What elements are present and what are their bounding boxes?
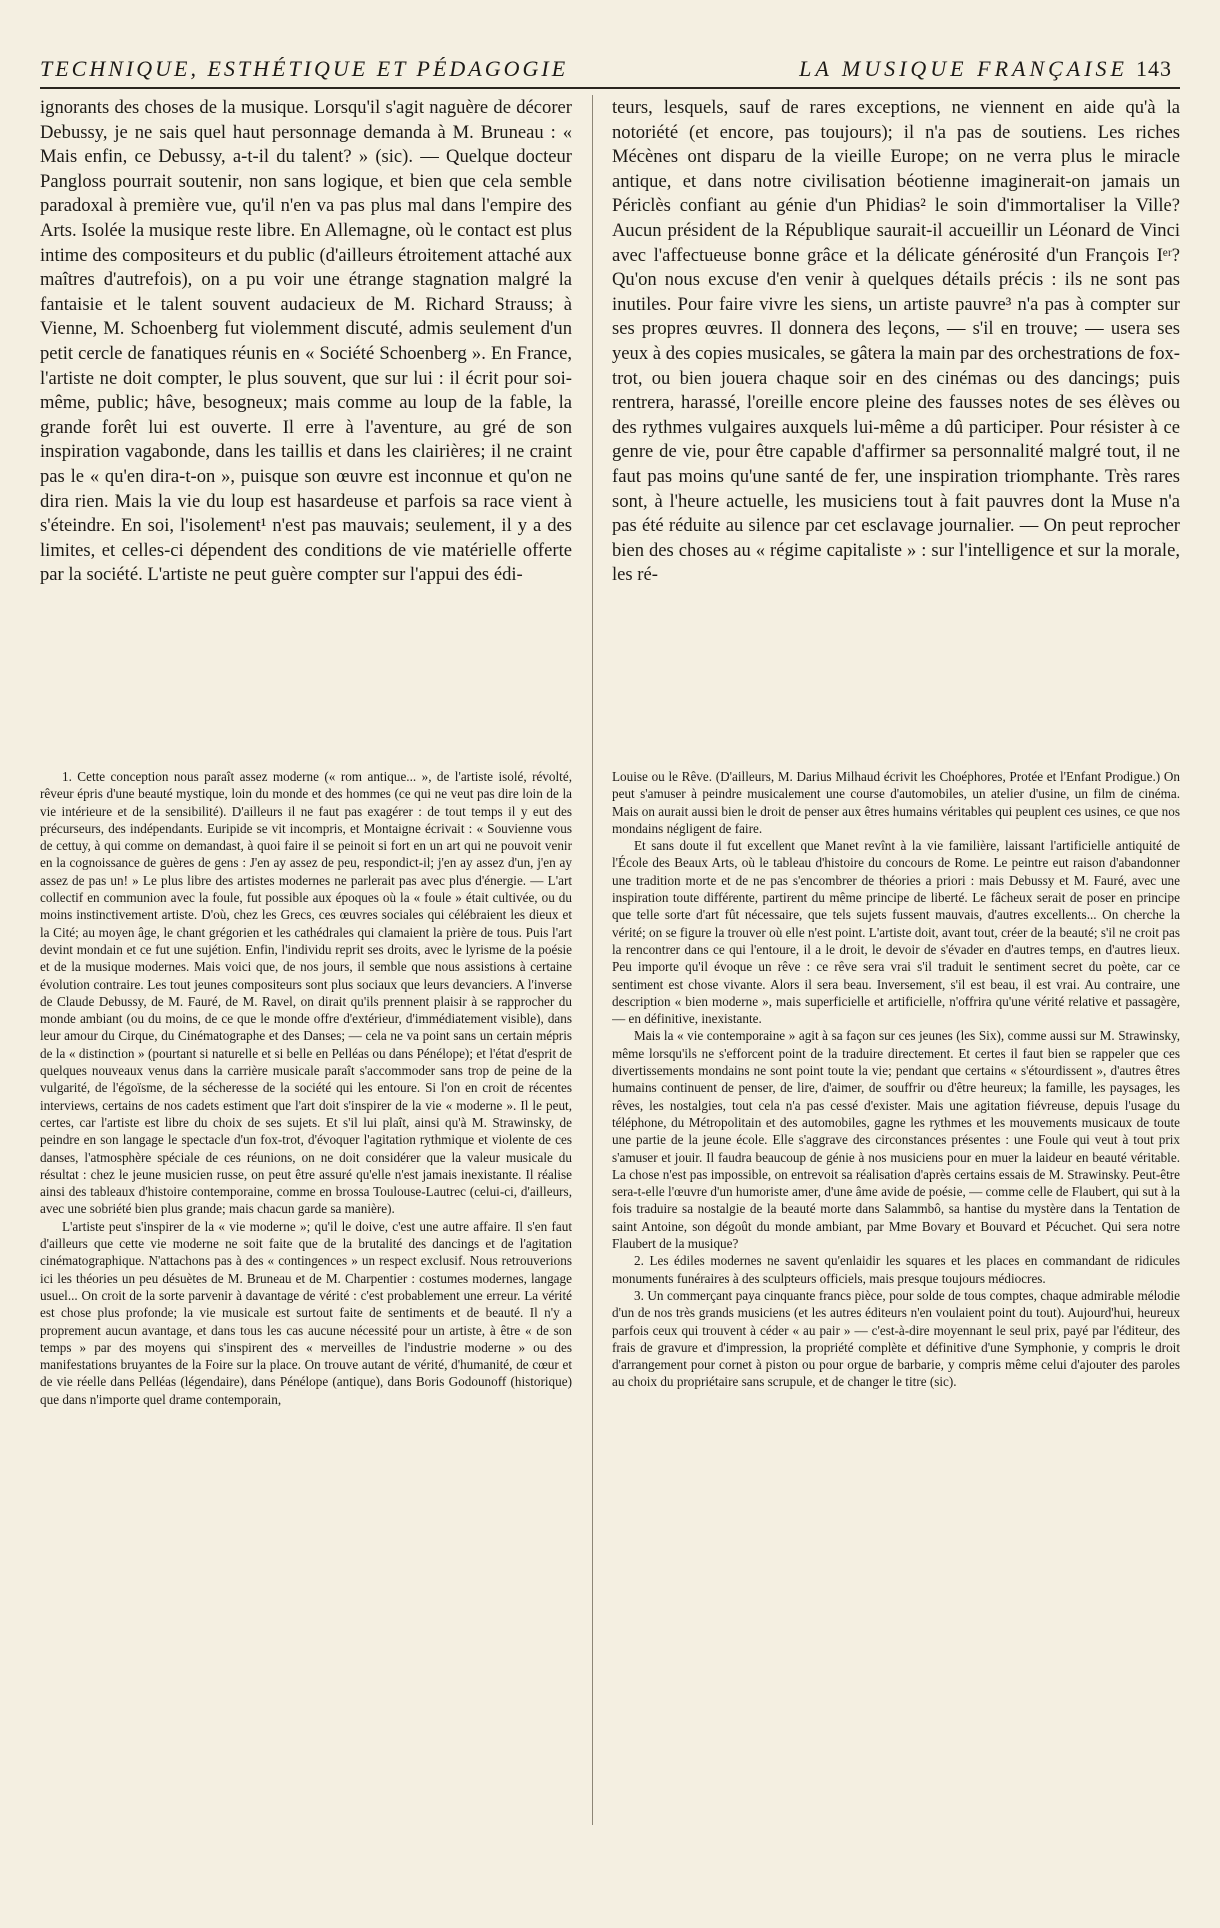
running-head-right: LA MUSIQUE FRANÇAISE [799, 56, 1128, 81]
left-footnotes [40, 768, 572, 1908]
footnote-3: 3. Un commerçant paya cinquante francs pièce, pour solde de tous comptes, chaque admirable mélodie d'un de nos très grands musiciens (et les autres éditeurs n'en voulaient point du tout). Aujourd'hui, heureux parfois ceux qui trouvent à céder « au pair » — c'est-à-dire moyennant le seul prix, payé par l'éditeur, des frais de gravure et d'impression, la propriété complète et définitive d'une Symphonie, y compris le droit d'arrangement pour cornet à piston ou pour orgue de barbarie, y compris même celui d'ajouter des paroles au choix du propriétaire sans scrupule, et de changer le titre (sic). [612, 1287, 1180, 1390]
right-footnotes [612, 768, 1180, 1908]
footnote-1-paragraph-vie-contemporaine: Mais la « vie contemporaine » agit à sa façon sur ces jeunes (les Six), comme aussi sur M. Strawinsky, même lorsqu'ils ne s'efforcent point de la traduire directement. Et certes il faut bien se rappeler que ces divertissements mondains ne sont point toute la vie; pendant que certains « s'étourdissent », d'autres êtres humains continuent de penser, de lire, d'aimer, de souffrir ou d'être heureux; la famille, les paysages, les rêves, les nostalgies, tout cela n'a pas cessé d'exister. Mais une agitation fiévreuse, depuis l'usage du téléphone, du Métropolitain et des automobiles, gagne les rythmes et les mouvements musicaux de toute une partie de la jeune école. Elle s'aggrave des circonstances présentes : une Foule qui veut à tout prix s'amuser et jouir. Il faudra beaucoup de génie à nos musiciens pour en muer la laideur en beauté véritable. La chose n'est pas impossible, on entrevoit sa réalisation d'après certains essais de M. Strawinsky. Peut-être sera-t-elle l'œuvre d'un humoriste amer, d'une âme avide de poésie, — comme celle de Flaubert, qui sut à la fois traduire sa nostalgie de la beauté morte dans Salammbô, sa hantise du mystère dans la Tentation de saint Antoine, son dégoût du monde ambiant, par Mme Bovary et Bouvard et Pécuchet. Qui sera notre Flaubert de la musique? [612, 1028, 1180, 1252]
footnote-1: 1. Cette conception nous paraît assez moderne (« rom antique... », de l'artiste isolé, révolté, rêveur épris d'une beauté mystique, loin du monde et des hommes (ce qui ne veut pas dire loin de la vie intérieure et de la sensibilité). D'ailleurs il ne faut pas exagérer : de tout temps il y eut des précurseurs, des indépendants. Euripide se vit incompris, et Montaigne écrivait : « Souvienne vous de cettuy, à qui comme on demandast, à quoi faire il se peinoit si fort en un art qui ne pouvoit venir en la cognoissance de guères de gens : J'en ay assez de peu, respondict-il; j'en ay assez d'un, j'en ay assez de pas un! » Le plus libre des artistes modernes ne parlerait pas avec plus d'énergie. — L'art collectif en communion avec la foule, fut possible aux époques où la « foule » était cultivée, ou du moins instinctivement artiste. D'où, chez les Grecs, ces œuvres sociales qui célébraient les dieux et la Cité; au moyen âge, le chant grégorien et les cathédrales qui clamaient la prière de tous. Puis l'art devint mondain et ce fut une sujétion. Enfin, l'individu reprit ses droits, avec le lyrisme de la poésie et de la musique modernes. Mais voici que, de nos jours, il semble que nous assistions à certaine évolution contraire. Les tout jeunes compositeurs sont plus sociaux que leurs devanciers. A l'inverse de Claude Debussy, de M. Fauré, de M. Ravel, on dirait qu'ils prennent plaisir à se rapprocher du monde ambiant (ou du moins, de ce que le monde offre d'extérieur, d'immédiatement visible), dans leur amour du Cirque, du Cinématographe et des Danses; — cela ne va point sans un certain mépris de la « distinction » (pourtant si naturelle et si belle en Pelléas ou dans Pénélope); et l'état d'esprit de quelques nouveaux venus dans la carrière musicale paraît s'accommoder sans trop de peine de la vulgarité, de l'égoïsme, de la sécheresse de la société qui les entoure. Si l'on en croit de récentes interviews, certains de nos cadets estiment que l'art doit s'inspirer de la vie « moderne ». Il le peut, certes, car l'artiste est libre du choix de ses sujets. Et s'il lui plaît, ainsi qu'à M. Strawinsky, de peindre en son langage le spectacle d'un fox-trot, d'évoquer l'agitation rythmique et violente de ces danses, l'atmosphère spéciale de ces réunions, on ne doit considérer que la valeur musicale du résultat : chez le jeune musicien russe, on peut être assuré qu'elle n'est jamais inexistante. Il réalise ainsi des tableaux d'histoire contemporaine, comme en brossa Toulouse-Lautrec (celui-ci, d'ailleurs, avec une sobriété bien plus grande; mais chacun garde sa manière). [40, 769, 572, 1217]
left-body-paragraph: ignorants des choses de la musique. Lorsqu'il s'agit naguère de décorer Debussy, je ne sais quel haut personnage demanda à M. Bruneau : « Mais enfin, ce Debussy, a-t-il du talent? » (sic). — Quelque docteur Pangloss pourrait soutenir, non sans logique, et bien que cela semble paradoxal à première vue, qu'il n'en va pas plus mal dans l'empire des Arts. Isolée la musique reste libre. En Allemagne, où le contact est plus intime des compositeurs et du public (d'ailleurs étroitement attaché aux maîtres d'autrefois), on a pu voir une étrange stagnation malgré la fantaisie et le talent souvent audacieux de M. Richard Strauss; à Vienne, M. Schoenberg fut violemment discuté, admis seulement d'un petit cercle de fanatiques réunis en « Société Schoenberg ». En France, l'artiste ne doit compter, le plus souvent, que sur lui : il écrit pour soi-même, public; hâve, besogneux; mais comme au loup de la fable, la grande forêt lui est ouverte. Il erre à l'aventure, au gré de son inspiration vagabonde, dans les taillis et dans les clairières; il ne craint pas le « qu'en dira-t-on », puisque son œuvre est inconnue et qu'on ne dira rien. Mais la vie du loup est hasardeuse et parfois sa race vient à s'éteindre. En soi, l'isolement¹ n'est pas mauvais; seulement, il y a des limites, et celles-ci dépendent des conditions de vie matérielle offerte par la société. L'artiste ne peut guère compter sur l'appui des édi- [40, 97, 572, 586]
footnote-1-continued: L'artiste peut s'inspirer de la « vie moderne »; qu'il le doive, c'est une autre affaire. Il s'en faut d'ailleurs que cette vie moderne ne soit faite que de la brutalité des dancings et de l'agitation cinématographique. N'attachons pas à des « contingences » un respect exclusif. Nous retrouverions ici les théories un peu désuètes de M. Bruneau et de M. Charpentier : costumes modernes, langage usuel... On croit de la sorte parvenir à davantage de vérité : c'est probablement une erreur. La vérité est chose plus profonde; la vie musicale est surtout faite de sentiments et de beauté. Il n'y a proprement aucun avantage, et dans tous les cas aucune nécessité pour un artiste, à être « de son temps » par des moyens qui s'inspirent des « merveilles de l'industrie moderne » ou des manifestations bruyantes de la Foire sur la place. On trouve autant de vérité, d'humanité, de cœur et de vie réelle dans Pelléas (légendaire), dans Pénélope (antique), dans Boris Godounoff (historique) que dans n'importe quel drame contemporain, [40, 1218, 572, 1407]
page-number: 143 [1136, 56, 1172, 81]
right-body-paragraph: teurs, lesquels, sauf de rares exceptions, ne viennent en aide qu'à la notoriété (et encore, pas toujours); il n'a pas de soutiens. Les riches Mécènes ont disparu de la vieille Europe; on ne verra plus le miracle antique, et dans notre civilisation béotienne imaginerait-on jamais un Périclès confiant au génie d'un Phidias² le soin d'immortaliser la Ville? Aucun président de la République saurait-il accueillir un Léonard de Vinci avec l'affectueuse bonne grâce et la délicate générosité d'un François Iᵉʳ? Qu'on nous excuse d'en venir à quelques détails précis : ils ne sont pas inutiles. Pour faire vivre les siens, un artiste pauvre³ n'a pas à compter sur ses propres œuvres. Il donnera des leçons, — s'il en trouve; — usera ses yeux à des copies musicales, se gâtera la main par des orchestrations de fox-trot, ou bien jouera chaque soir en des cinémas ou des dancings; puis rentrera, harassé, l'oreille encore pleine des fausses notes de ses élèves ou des rythmes vulgaires auxquels lui-même a dû participer. Pour résister à ce genre de vie, pour être capable d'affirmer sa personnalité malgré tout, il ne faut pas moins qu'une santé de fer, une inspiration triomphante. Très rares sont, à l'heure actuelle, les musiciens tout à fait pauvres dont la Muse n'a pas été réduite au silence par cet esclavage journalier. — On peut reprocher bien des choses au « régime capitaliste » : sur l'intelligence et sur la morale, les ré- [612, 97, 1180, 586]
footnote-2: 2. Les édiles modernes ne savent qu'enlaidir les squares et les places en commandant de ridicules monuments funéraires à des sculpteurs officiels, mais presque toujours médiocres. [612, 1253, 1180, 1286]
header-rule [40, 87, 1180, 89]
running-head [40, 56, 1172, 90]
right-column-body [612, 96, 1180, 752]
footnote-1-paragraph-manet: Et sans doute il fut excellent que Manet revînt à la vie familière, laissant l'artificielle antiquité de l'École des Beaux Arts, où le tableau d'histoire du concours de Rome. Le peintre eut raison d'abandonner une tradition morte et de ne pas s'encombrer de théories a priori : mais Debussy et M. Fauré, avec une inspiration toute différente, partirent du même principe de liberté. Le fâcheux serait de poser en principe que telle sorte d'art fût nécessaire, que tels sujets fussent mauvais, d'autres excellents... On cherche la vérité; on se figure la trouver où elle n'est point. L'artiste doit, avant tout, créer de la beauté; s'il ne croit pas la rencontrer dans ce qui l'entoure, il a le droit, le devoir de s'évader en d'autres temps, en d'autres lieux. Peu importe qu'il évoque un rêve : ce rêve sera vrai s'il traduit le sentiment secret du poète, car ce sentiment est chose vivante. Alors il sera beau. Inversement, s'il est beau, il est vrai. Au contraire, une description « bien moderne », mais superficielle et artificielle, n'offrira qu'une vérité relative et passagère, — en définitive, inexistante. [612, 838, 1180, 1027]
left-column-body [40, 96, 572, 752]
footnote-1-continued-right: Louise ou le Rêve. (D'ailleurs, M. Darius Milhaud écrivit les Choéphores, Protée et l'Enfant Prodigue.) On peut s'amuser à peindre musicalement une course d'automobiles, un atelier d'usine, un film de cinéma. Mais on aurait aussi bien le droit de penser aux êtres humains véritables qui peuplent ces usines, ce que nos mondains négligent de faire. [612, 769, 1180, 836]
column-divider [592, 95, 593, 1825]
running-head-left: TECHNIQUE, ESTHÉTIQUE ET PÉDAGOGIE [40, 56, 569, 81]
